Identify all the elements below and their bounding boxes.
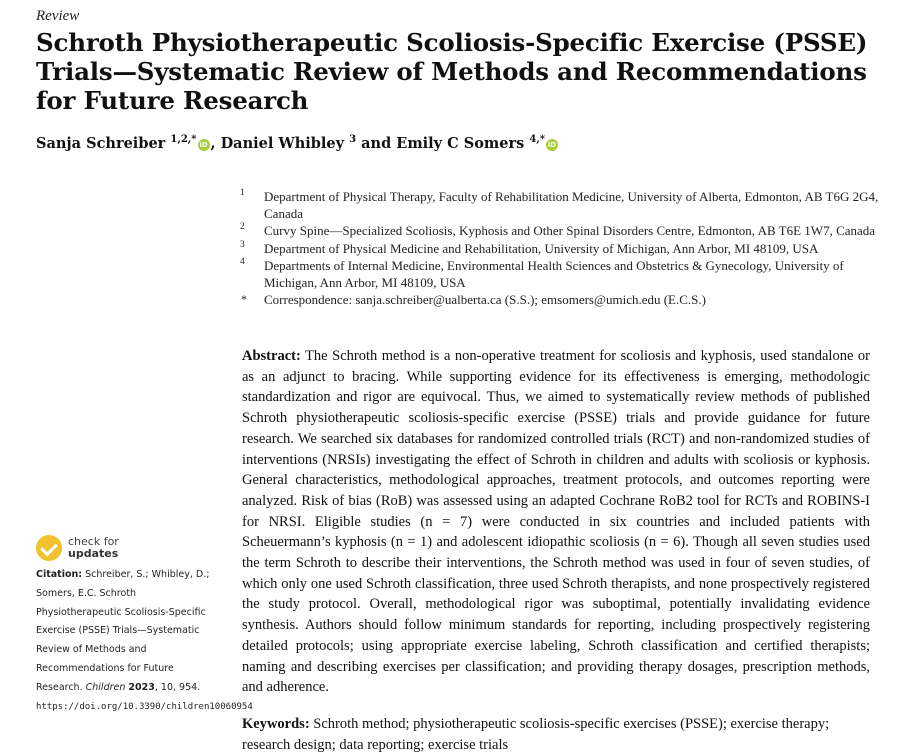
check-updates-line1: check for: [68, 535, 119, 548]
author-name[interactable]: Daniel Whibley: [220, 135, 345, 152]
author-list: [36, 135, 896, 152]
author-affil-marker: 4,*: [529, 134, 545, 146]
citation-volume-pages: , 10, 954.: [154, 681, 201, 693]
article-type-label: Review: [36, 8, 80, 24]
author-name[interactable]: Sanja Schreiber: [36, 135, 166, 152]
affiliation-number: 3: [240, 239, 245, 250]
citation-text: Schreiber, S.; Whibley, D.; Somers, E.C. Schroth Physiotherapeutic Scoliosis-Specific Exercise (PSSE) Trials—Systematic Review of Methods and Recommendations for Future Research.: [36, 569, 210, 693]
author-name[interactable]: Emily C Somers: [396, 135, 525, 152]
citation-label: Citation:: [36, 569, 83, 580]
citation-journal: Children: [85, 681, 126, 693]
citation-doi-link[interactable]: https://doi.org/10.3390/children10060954: [36, 701, 253, 712]
orcid-icon[interactable]: iD: [547, 141, 557, 149]
keywords-text: Schroth method; physiotherapeutic scoliosis-specific exercises (PSSE); exercise therapy; research design; data reporting; exercise trials: [242, 716, 830, 753]
affiliation-item: [240, 240, 890, 257]
affiliation-text: Departments of Internal Medicine, Environmental Health Sciences and Obstetrics & Gynecology, University of Michigan, Ann Arbor, MI 48109, USA: [264, 257, 844, 291]
author-affil-marker: 1,2,*: [170, 134, 197, 146]
abstract: [242, 346, 870, 698]
check-updates-line2: updates: [68, 547, 119, 560]
orcid-icon[interactable]: iD: [199, 141, 208, 149]
affiliation-item: [240, 257, 890, 291]
affiliation-text: Curvy Spine—Specialized Scoliosis, Kyphosis and Other Spinal Disorders Centre, Edmonton, AB T6E 1W7, Canada: [264, 223, 876, 239]
check-updates-label: [68, 536, 119, 560]
article-title: Schroth Physiotherapeutic Scoliosis-Specific Exercise (PSSE) Trials—Systematic Review of Methods and Recommendations for Future Research: [36, 28, 868, 115]
check-circle-icon: [36, 535, 62, 561]
author-separator: ,: [210, 135, 221, 152]
affiliation-text: Department of Physical Medicine and Rehabilitation, University of Michigan, Ann Arbor, MI 48109, USA: [264, 240, 819, 256]
citation-year: 2023: [128, 681, 155, 693]
affiliation-number: 4: [240, 256, 245, 267]
affiliation-text: Department of Physical Therapy, Faculty of Rehabilitation Medicine, University of Alberta, Edmonton, AB T6G 2G4, Canada: [264, 189, 879, 222]
affiliations-list: [240, 188, 890, 308]
keywords-label: Keywords:: [242, 716, 310, 732]
affiliation-number: 2: [240, 222, 245, 233]
abstract-label: Abstract:: [242, 348, 301, 364]
affiliation-item: [240, 222, 890, 239]
correspondence-marker: *: [241, 292, 247, 307]
affiliation-number: 1: [240, 188, 245, 198]
correspondence-item: [240, 291, 890, 308]
author-separator: and: [356, 135, 397, 152]
correspondence-text[interactable]: Correspondence: sanja.schreiber@ualberta.ca (S.S.); emsomers@umich.edu (E.C.S.): [264, 292, 706, 308]
check-for-updates-button[interactable]: [36, 533, 176, 563]
author-affil-marker: 3: [349, 134, 357, 146]
affiliation-item: [240, 188, 890, 222]
abstract-text: The Schroth method is a non-operative treatment for scoliosis and kyphosis, used standalone or as an adjunct to bracing. While supporting evidence for its effectiveness is emerging, methodologic standardization and rigor are equivocal. Thus, we aimed to systematically review methods of published Schroth physiotherapeutic scoliosis-specific exercise (PSSE) trials and provide guidance for future research. We searched six databases for randomized controlled trials (RCT) and non-randomized studies of interventions (NRSIs) investigating the effect of Schroth in children and adults with scoliosis or kyphosis. General characteristics, methodological approaches, treatment protocols, and outcomes reporting were analyzed. Risk of bias (RoB) was assessed using an adapted Cochrane RoB2 tool for RCTs and ROBINS-I for NRSI. Eligible studies (n = 7) were conducted in six countries and included patients with Scheuermann’s kyphosis (n = 1) and adolescent idiopathic scoliosis (n = 6). Though all seven studies used the term Schroth to describe their interventions, the Schroth method was used in four of seven studies, of which only one used Schroth classification, three used Schroth therapists, and none prospectively registered the study protocol. Overall, methodological rigor was suboptimal, potentially invalidating evidence synthesis. Authors should follow minimum standards for reporting, including prospectively registering detailed protocols; using appropriate exercise labeling, Schroth classification and certified therapists; naming and describing exercises per classification; and providing therapy dosages, prescription methods, and adherence.: [242, 348, 870, 696]
citation-block: [36, 566, 253, 716]
